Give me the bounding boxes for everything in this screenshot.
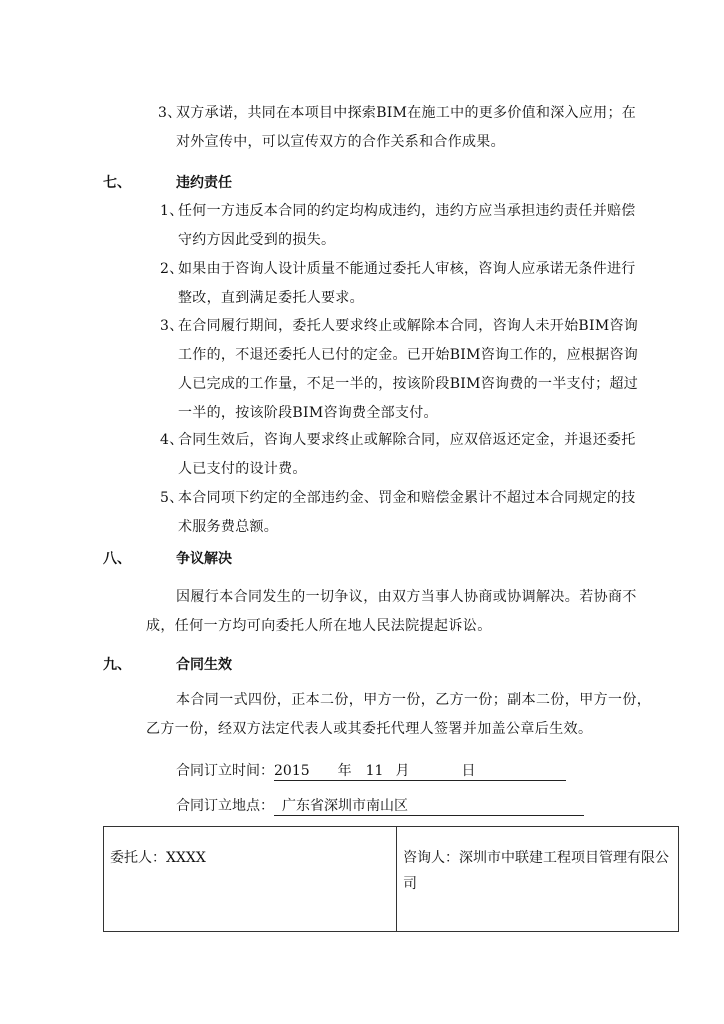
month-unit: 月 <box>395 763 410 779</box>
clause-line: 术服务费总额。 <box>178 519 279 535</box>
clause-line: 整改，直到满足委托人要求。 <box>178 290 364 306</box>
clause-number: 1、 <box>160 203 184 219</box>
day-unit: 日 <box>461 763 476 779</box>
clause-line: 人已支付的设计费。 <box>178 461 307 477</box>
clause-line: 合同生效后，咨询人要求终止或解除合同，应双倍返还定金，并退还委托 <box>178 432 636 448</box>
clause-line: 在合同履行期间，委托人要求终止或解除本合同，咨询人未开始BIM咨询 <box>178 318 639 334</box>
consultant-cell <box>397 827 679 932</box>
section-title: 违约责任 <box>176 175 232 191</box>
section-number: 九、 <box>103 657 131 673</box>
clause-number: 3、 <box>158 105 182 121</box>
clause-7-5 <box>160 484 655 542</box>
clause-number: 4、 <box>160 432 184 448</box>
year-unit: 年 <box>337 763 352 779</box>
section-9-paragraph <box>146 686 658 744</box>
clause-7-2 <box>160 255 655 313</box>
paragraph-line: 本合同一式四份，正本二份，甲方一份，乙方一份；副本二份，甲方一份， <box>176 692 652 708</box>
paragraph-line: 乙方一份，经双方法定代表人或其委托代理人签署并加盖公章后生效。 <box>146 721 593 737</box>
clause-line: 本合同项下约定的全部违约金、罚金和赔偿金累计不超过本合同规定的技 <box>178 490 636 506</box>
clause-line: 人已完成的工作量，不足一半的，按该阶段BIM咨询费的一半支付；超过 <box>178 376 639 392</box>
signing-place-label: 合同订立地点： <box>176 798 274 814</box>
clause-line: 一半的，按该阶段BIM咨询费全部支付。 <box>178 405 438 421</box>
section-heading-9 <box>103 654 232 674</box>
signing-place-underline <box>274 795 584 816</box>
section-number: 八、 <box>103 551 131 567</box>
section-number: 七、 <box>103 175 131 191</box>
clause-line: 如果由于咨询人设计质量不能通过委托人审核，咨询人应承诺无条件进行 <box>178 261 636 277</box>
clause-line: 守约方因此受到的损失。 <box>178 232 336 248</box>
signing-place <box>176 795 584 816</box>
signature-table <box>103 826 679 932</box>
consultant-label-cont: 司 <box>403 876 417 892</box>
client-label: 委托人：XXXX <box>110 850 206 866</box>
clause-line: 双方承诺，共同在本项目中探索BIM在施工中的更多价值和深入应用；在 <box>176 105 637 121</box>
clause-number: 2、 <box>160 261 184 277</box>
clause-6-3 <box>158 99 653 157</box>
section-heading-8 <box>103 548 232 568</box>
clause-7-3 <box>160 312 655 428</box>
section-title: 合同生效 <box>176 657 232 673</box>
paragraph-line: 因履行本合同发生的一切争议，由双方当事人协商或协调解决。若协商不 <box>176 589 637 605</box>
signing-place-value: 广东省深圳市南山区 <box>282 798 408 814</box>
section-heading-7 <box>103 172 232 192</box>
signing-date-label: 合同订立时间： <box>176 763 274 779</box>
signing-date <box>176 760 566 781</box>
clause-number: 5、 <box>160 490 184 506</box>
consultant-label: 咨询人：深圳市中联建工程项目管理有限公 <box>403 850 669 866</box>
clause-line: 对外宣传中，可以宣传双方的合作关系和合作成果。 <box>176 134 505 150</box>
clause-number: 3、 <box>160 318 184 334</box>
clause-line: 工作的，不退还委托人已付的定金。已开始BIM咨询工作的，应根据咨询 <box>178 347 639 363</box>
section-title: 争议解决 <box>176 551 232 567</box>
signing-year: 2015 <box>274 763 310 779</box>
clause-line: 任何一方违反本合同的约定均构成违约，违约方应当承担违约责任并赔偿 <box>178 203 636 219</box>
clause-7-1 <box>160 197 655 255</box>
clause-7-4 <box>160 426 655 484</box>
section-8-paragraph <box>146 583 658 641</box>
paragraph-line: 成，任何一方均可向委托人所在地人民法院提起诉讼。 <box>146 618 492 634</box>
client-cell <box>104 827 397 932</box>
signing-month: 11 <box>365 763 384 779</box>
signing-date-underline <box>274 760 566 781</box>
